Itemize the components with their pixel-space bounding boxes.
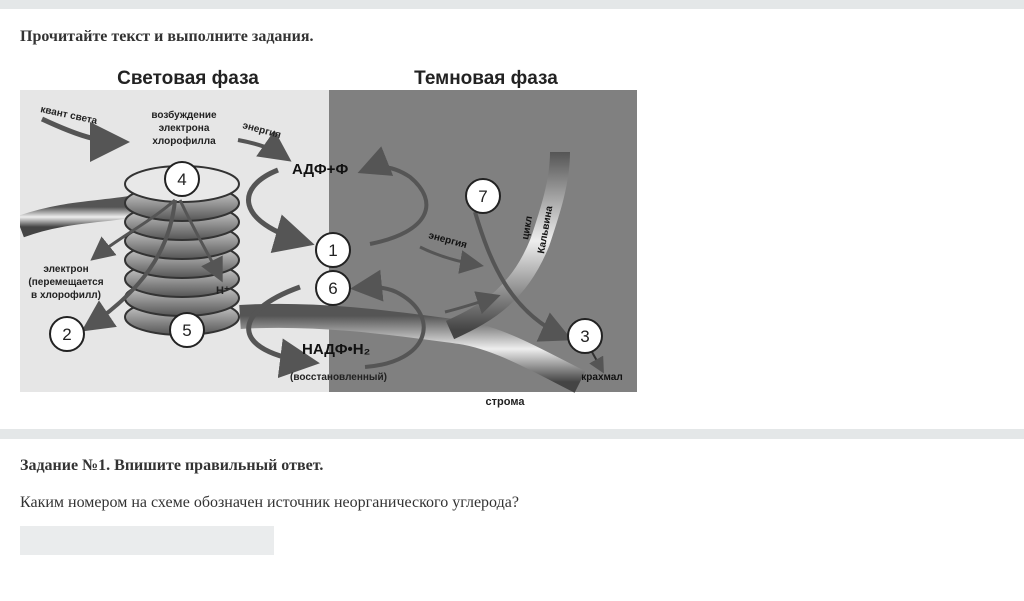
label-cycle-1: цикл [520,215,536,241]
label-excitation-3: хлорофилла [152,136,216,147]
marker-3 [568,319,602,353]
top-divider [0,0,1024,9]
label-stroma: строма [485,396,525,408]
svg-text:1: 1 [328,241,338,260]
svg-text:2: 2 [62,325,72,344]
label-cycle-2: Кальвина [536,205,556,255]
section-divider [0,429,1024,439]
svg-text:4: 4 [177,170,187,189]
svg-text:3: 3 [580,327,590,346]
label-energy-top: энергия [241,120,283,142]
marker-7 [466,179,500,213]
label-adp: АДФ+Ф [292,161,349,178]
photosynthesis-diagram [20,62,640,412]
dark-phase-title: Темновая фаза [414,68,558,89]
instruction-heading: Прочитайте текст и выполните задания. [20,28,314,45]
answer-input[interactable] [20,526,274,555]
marker-1 [316,233,350,267]
label-excitation-1: возбуждение [151,110,217,121]
marker-5 [170,313,204,347]
label-restored: (восстановленный) [290,372,387,383]
marker-4 [165,162,199,196]
label-energy-mid: энергия [427,230,469,252]
marker-6 [316,271,350,305]
svg-text:6: 6 [328,279,338,298]
svg-text:7: 7 [478,187,488,206]
svg-text:5: 5 [182,321,192,340]
light-phase-title: Световая фаза [117,68,259,89]
label-electron-2: (перемещается [28,277,104,288]
task-question: Каким номером на схеме обозначен источник неорганического углерода? [20,494,519,511]
label-electron-3: в хлорофилл) [31,290,101,301]
label-h-plus: H⁺ [216,285,230,297]
label-nadph: НАДФ•Н₂ [302,341,371,358]
label-light-quantum: квант света [39,104,99,127]
marker-2 [50,317,84,351]
label-excitation-2: электрона [158,123,210,134]
diagram-svg [20,62,640,412]
label-starch: крахмал [581,372,623,383]
task-title: Задание №1. Впишите правильный ответ. [20,457,324,474]
label-electron-1: электрон [43,264,89,275]
